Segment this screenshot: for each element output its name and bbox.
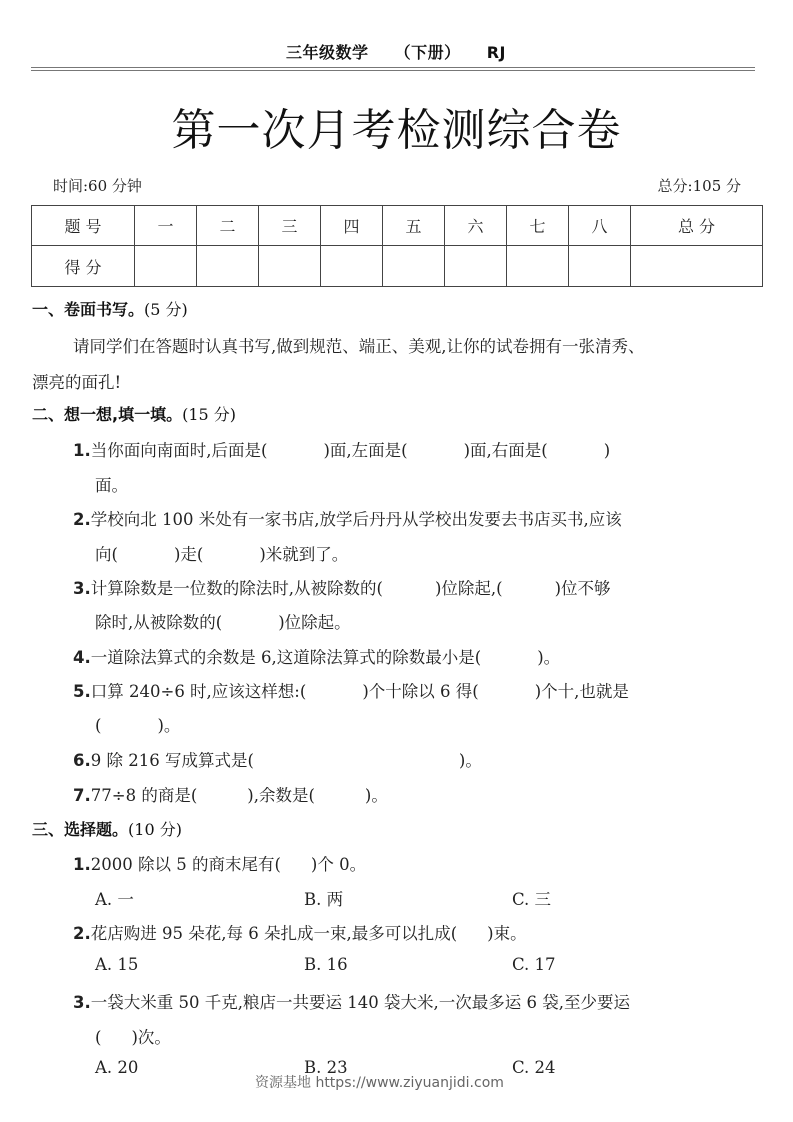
s3-question-1	[73, 851, 366, 875]
s3-question-2	[73, 920, 527, 944]
section-3-heading	[32, 817, 182, 840]
question-text: )位除起,(	[434, 579, 503, 598]
question-text: )位除起。	[278, 613, 351, 632]
s3-q1-option-b[interactable]: B. 两	[304, 890, 344, 909]
question-number: 5.	[73, 682, 91, 701]
section-1-points: (5 分)	[144, 300, 188, 319]
question-text: 77÷8 的商是(	[90, 786, 198, 805]
cell-section-5: 五	[383, 206, 445, 246]
s2-question-5-cont	[95, 712, 180, 736]
score-input-6[interactable]	[445, 246, 507, 287]
question-text: )面,右面是(	[463, 441, 548, 460]
question-text: )位不够	[554, 579, 611, 598]
question-text: )。	[364, 786, 388, 805]
question-text: 计算除数是一位数的除法时,从被除数的(	[90, 579, 383, 598]
s3-question-3	[73, 989, 630, 1013]
question-text: ),余数是(	[247, 786, 315, 805]
running-header	[186, 40, 606, 68]
score-input-3[interactable]	[259, 246, 321, 287]
s3-q3-option-a[interactable]: A. 20	[95, 1058, 139, 1077]
s2-question-2-cont	[95, 541, 348, 565]
question-text: 向(	[95, 545, 118, 564]
page-title: 第一次月考检测综合卷	[171, 105, 622, 156]
cell-section-7: 七	[507, 206, 569, 246]
cell-section-4: 四	[321, 206, 383, 246]
cell-total-label: 总 分	[631, 206, 763, 246]
question-text: )个十,也就是	[534, 682, 629, 701]
header-rule-top	[31, 67, 755, 68]
question-number: 6.	[73, 751, 91, 770]
score-input-total[interactable]	[631, 246, 763, 287]
question-text: )走(	[173, 545, 204, 564]
s3-question-3-cont	[95, 1024, 171, 1048]
section-2-heading	[32, 402, 236, 425]
question-number: 4.	[73, 648, 91, 667]
question-text: )次。	[131, 1028, 171, 1047]
cell-section-8: 八	[569, 206, 631, 246]
cell-question-number-label: 题 号	[32, 206, 135, 246]
exam-total-score: 总分:105 分	[657, 177, 741, 195]
s2-question-3	[73, 575, 611, 599]
question-text: 9 除 216 写成算式是(	[90, 751, 254, 770]
cell-section-2: 二	[197, 206, 259, 246]
s3-q1-option-c[interactable]: C. 三	[512, 890, 552, 909]
question-text: )面,左面是(	[323, 441, 408, 460]
s2-question-6	[73, 747, 482, 771]
cell-section-6: 六	[445, 206, 507, 246]
section-1-body-line-1: 请同学们在答题时认真书写,做到规范、端正、美观,让你的试卷拥有一张清秀、	[73, 337, 645, 356]
score-input-5[interactable]	[383, 246, 445, 287]
question-text: )。	[157, 716, 181, 735]
section-2-points: (15 分)	[182, 405, 237, 424]
s2-question-1	[73, 437, 610, 461]
section-1-body-line-2: 漂亮的面孔!	[32, 373, 122, 392]
s3-q3-option-b[interactable]: B. 23	[304, 1058, 348, 1077]
s3-q2-option-a[interactable]: A. 15	[95, 955, 139, 974]
question-number: 1.	[73, 441, 91, 460]
question-text: )个十除以 6 得(	[362, 682, 479, 701]
question-text: )束。	[487, 924, 527, 943]
question-number: 2.	[73, 924, 91, 943]
watermark: 资源基地 https://www.ziyuanjidi.com	[255, 1075, 504, 1091]
score-input-8[interactable]	[569, 246, 631, 287]
s2-question-4	[73, 644, 560, 668]
score-input-1[interactable]	[135, 246, 197, 287]
question-number: 1.	[73, 855, 91, 874]
question-text: (	[95, 1028, 102, 1047]
score-table-header-row	[32, 206, 763, 246]
header-volume: （下册）	[394, 43, 461, 62]
question-text: 花店购进 95 朵花,每 6 朵扎成一束,最多可以扎成(	[90, 924, 458, 943]
score-input-4[interactable]	[321, 246, 383, 287]
s3-q2-option-c[interactable]: C. 17	[512, 955, 556, 974]
question-number: 2.	[73, 510, 91, 529]
question-number: 3.	[73, 579, 91, 598]
question-text: 学校向北 100 米处有一家书店,放学后丹丹从学校出发要去书店买书,应该	[90, 510, 622, 529]
section-1-title: 一、卷面书写。	[32, 300, 145, 319]
question-text: 一道除法算式的余数是 6,这道除法算式的除数最小是(	[90, 648, 482, 667]
cell-section-3: 三	[259, 206, 321, 246]
question-text: )米就到了。	[259, 545, 349, 564]
section-1-heading	[32, 297, 188, 320]
s2-question-3-cont	[95, 609, 351, 633]
question-number: 3.	[73, 993, 91, 1012]
cell-section-1: 一	[135, 206, 197, 246]
section-2-title: 二、想一想,填一填。	[32, 405, 183, 424]
section-3-points: (10 分)	[128, 820, 182, 839]
score-input-2[interactable]	[197, 246, 259, 287]
question-text: 口算 240÷6 时,应该这样想:(	[90, 682, 307, 701]
question-text: 2000 除以 5 的商末尾有(	[90, 855, 281, 874]
score-table	[31, 205, 763, 287]
score-table-score-row	[32, 246, 763, 287]
question-text: )。	[537, 648, 561, 667]
s2-question-7	[73, 782, 388, 806]
header-edition: RJ	[486, 43, 506, 62]
score-input-7[interactable]	[507, 246, 569, 287]
question-text: 当你面向南面时,后面是(	[90, 441, 268, 460]
header-rule-bottom	[31, 70, 755, 71]
question-text: )个 0。	[310, 855, 367, 874]
s2-question-1-cont: 面。	[95, 476, 128, 495]
s3-q3-option-c[interactable]: C. 24	[512, 1058, 556, 1077]
question-number: 7.	[73, 786, 91, 805]
s3-q2-option-b[interactable]: B. 16	[304, 955, 348, 974]
s3-q1-option-a[interactable]: A. 一	[95, 890, 134, 909]
question-text: 除时,从被除数的(	[95, 613, 223, 632]
section-3-title: 三、选择题。	[32, 820, 129, 839]
question-text: (	[95, 716, 102, 735]
cell-score-label: 得 分	[32, 246, 135, 287]
header-subject: 三年级数学	[286, 43, 369, 62]
question-text: )	[603, 441, 611, 460]
s2-question-2	[73, 506, 622, 530]
s2-question-5	[73, 678, 629, 702]
question-text: 一袋大米重 50 千克,粮店一共要运 140 袋大米,一次最多运 6 袋,至少要运	[90, 993, 630, 1012]
exam-time: 时间:60 分钟	[53, 177, 142, 195]
question-text: )。	[458, 751, 482, 770]
